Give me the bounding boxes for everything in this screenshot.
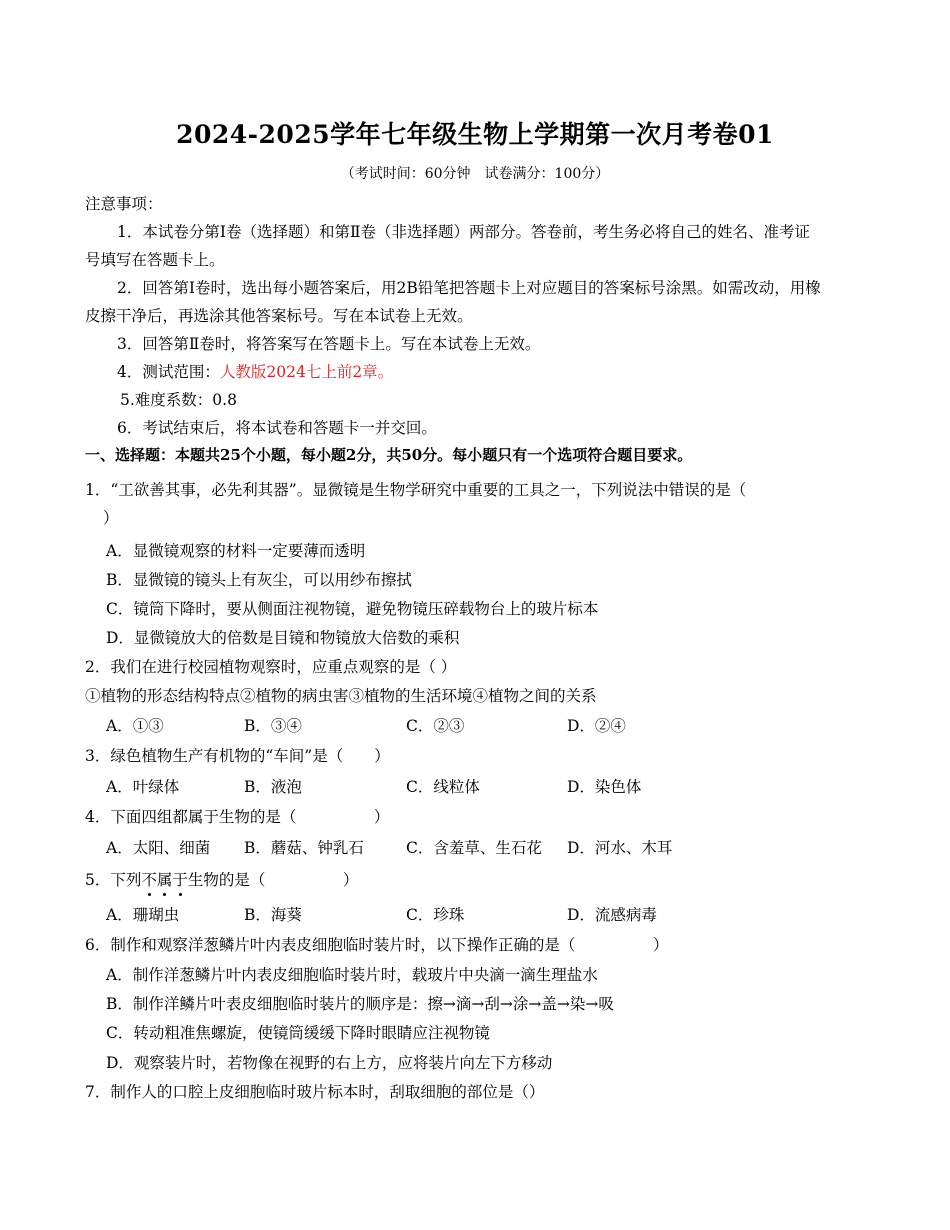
exam-title: 2024-2025学年七年级生物上学期第一次月考卷01 [176, 120, 774, 149]
q6-stem: 6．制作和观察洋葱鳞片叶内表皮细胞临时装片时，以下操作正确的是（ ） [85, 936, 669, 954]
section-1-heading: 一、选择题：本题共25个小题，每小题2分，共50分。每小题只有一个选项符合题目要求。 [85, 446, 693, 464]
q4-stem: 4．下面四组都属于生物的是（ ） [85, 808, 390, 826]
q1-option-b: B．显微镜的镜头上有灰尘，可以用纱布擦拭 [106, 571, 412, 589]
q1-option-c: C．镜筒下降时，要从侧面注视物镜，避免物镜压碎载物台上的玻片标本 [106, 600, 599, 618]
q5-option-d: D．流感病毒 [567, 906, 657, 924]
note-2-line-2: 皮擦干净后，再选涂其他答案标号。写在本试卷上无效。 [85, 307, 473, 325]
q3-option-c: C．线粒体 [406, 778, 480, 796]
q5-stem [85, 868, 358, 890]
note-1-line-1: 1．本试卷分第Ⅰ卷（选择题）和第Ⅱ卷（非选择题）两部分。答卷前，考生务必将自己的姓名、准考证 [117, 223, 811, 241]
q3-option-b: B．液泡 [244, 778, 302, 796]
q2-items: ①植物的形态结构特点②植物的病虫害③植物的生活环境④植物之间的关系 [85, 687, 597, 705]
q5-option-a: A．珊瑚虫 [106, 906, 180, 924]
q1-option-a: A．显微镜观察的材料一定要薄而透明 [106, 542, 366, 560]
q2-option-a: A．①③ [106, 717, 164, 735]
q4-option-c: C．含羞草、生石花 [406, 839, 542, 857]
note-2-line-1: 2．回答第Ⅰ卷时，选出每小题答案后，用2B铅笔把答题卡上对应题目的答案标号涂黑。如需改动，用橡 [117, 279, 821, 297]
note-4-label: 4．测试范围： [117, 363, 220, 381]
q2-option-b: B．③④ [244, 717, 302, 735]
q5-option-b: B．海葵 [244, 906, 302, 924]
q7-stem: 7．制作人的口腔上皮细胞临时玻片标本时，刮取细胞的部位是（） [85, 1083, 545, 1101]
note-4 [117, 360, 393, 382]
note-5: 5.难度系数：0.8 [120, 391, 237, 409]
q5-stem-prefix: 5．下列 [85, 871, 142, 889]
q5-emphasis-char-1: 不 [141, 871, 157, 889]
q1-stem-line-2: ） [103, 509, 119, 527]
q6-option-d: D．观察装片时，若物像在视野的右上方，应将装片向左下方移动 [106, 1054, 553, 1072]
note-4-scope: 人教版2024七上前2章。 [219, 363, 394, 381]
q5-emphasis-char-2: 属 [156, 871, 173, 889]
q2-option-d: D．②④ [567, 717, 626, 735]
q6-option-b: B．制作洋鳞片叶表皮细胞临时装片的顺序是：擦→滴→刮→涂→盖→染→吸 [106, 995, 614, 1013]
q4-option-a: A．太阳、细菌 [106, 839, 211, 857]
q3-option-d: D．染色体 [567, 778, 642, 796]
q5-option-c: C．珍珠 [406, 906, 465, 924]
q6-option-c: C．转动粗准焦螺旋，使镜筒缓缓下降时眼睛应注视物镜 [106, 1024, 490, 1042]
note-6: 6．考试结束后，将本试卷和答题卡一并交回。 [117, 419, 437, 437]
q4-option-d: D．河水、木耳 [567, 839, 673, 857]
q2-stem: 2．我们在进行校园植物观察时，应重点观察的是（ ） [85, 658, 457, 676]
note-3: 3．回答第Ⅱ卷时，将答案写在答题卡上。写在本试卷上无效。 [117, 335, 541, 353]
note-1-line-2: 号填写在答题卡上。 [85, 251, 225, 269]
q1-option-d: D．显微镜放大的倍数是目镜和物镜放大倍数的乘积 [106, 629, 460, 647]
q6-option-a: A．制作洋葱鳞片叶内表皮细胞临时装片时，载玻片中央滴一滴生理盐水 [106, 966, 598, 984]
notes-heading: 注意事项： [85, 195, 163, 213]
q4-option-b: B．蘑菇、钟乳石 [244, 839, 364, 857]
q3-stem: 3．绿色植物生产有机物的“车间”是（ ） [85, 747, 390, 765]
q1-stem-line-1: 1．“工欲善其事，必先利其器”。显微镜是生物学研究中重要的工具之一，下列说法中错误的是（ [85, 481, 747, 499]
q2-option-c: C．②③ [406, 717, 465, 735]
q3-option-a: A．叶绿体 [106, 778, 180, 796]
q5-stem-suffix: 生物的是（ ） [187, 871, 359, 889]
exam-subtitle: （考试时间：60分钟 试卷满分：100分） [340, 166, 610, 182]
q5-emphasis-char-3: 于 [172, 871, 188, 889]
